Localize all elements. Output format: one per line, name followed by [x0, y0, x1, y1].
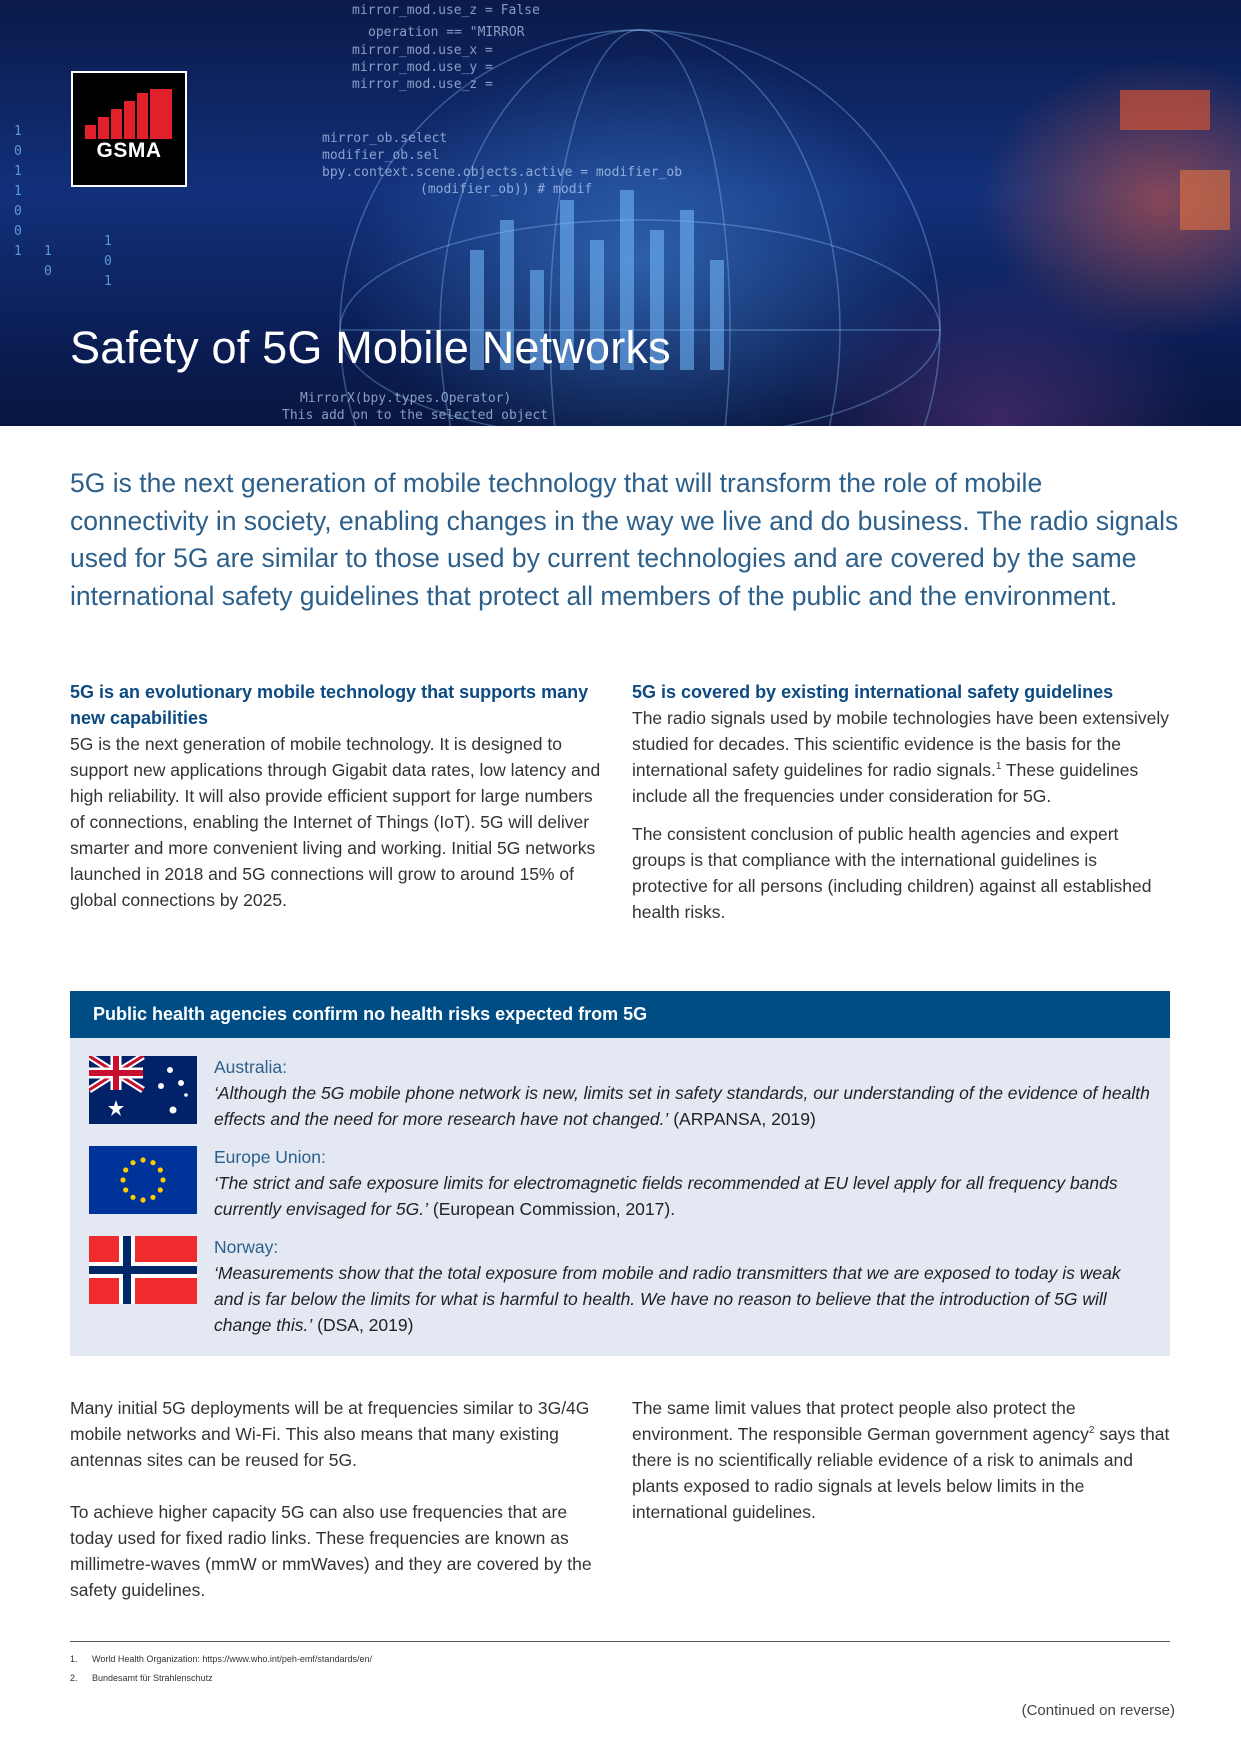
svg-text:1: 1 [44, 244, 52, 259]
australia-flag-icon [89, 1056, 197, 1124]
svg-text:0: 0 [14, 144, 22, 159]
quote-source: (DSA, 2019) [312, 1315, 414, 1335]
svg-text:mirror_mod.use_z =: mirror_mod.use_z = [352, 77, 493, 92]
right-section [632, 679, 1172, 937]
right-section-para-2: The consistent conclusion of public health agencies and expert groups is that compliance with the international guidelines is protective for all persons (including children) against all established health risks. [632, 824, 1152, 922]
quote-country: Australia: [214, 1057, 287, 1077]
svg-text:1: 1 [14, 164, 22, 179]
footnote-1: 1. World Health Organization: https://www.who.int/peh-emf/standards/en/ [70, 1654, 372, 1664]
svg-text:0: 0 [44, 264, 52, 279]
gsma-wordmark: GSMA [96, 139, 162, 162]
right-section-heading: 5G is covered by existing international safety guidelines [632, 682, 1114, 702]
svg-text:1: 1 [14, 244, 22, 259]
svg-text:modifier_ob.sel: modifier_ob.sel [322, 148, 440, 163]
svg-text:1: 1 [14, 124, 22, 139]
svg-text:mirror_mod.use_y =: mirror_mod.use_y = [352, 60, 493, 75]
svg-text:mirror_mod.use_x =: mirror_mod.use_x = [352, 43, 493, 58]
left-section [70, 679, 605, 925]
bottom-left-para-1: Many initial 5G deployments will be at frequencies similar to 3G/4G mobile networks and Wi-Fi. This also means that many existing antennas sites can be reused for 5G. [70, 1398, 590, 1470]
page-title: Safety of 5G Mobile Networks [70, 322, 671, 373]
left-section-body: 5G is the next generation of mobile technology. It is designed to support new applications through Gigabit data rates, low latency and high reliability. It will also provide efficient support for large numbers of connections, enabling the Internet of Things (IoT). 5G will deliver smarter and more convenient living and working. Initial 5G networks launched in 2018 and 5G connections will grow to around 15% of global connections by 2025. [70, 734, 601, 910]
svg-text:bpy.context.scene.objects.acti: bpy.context.scene.objects.active = modifier_ob [322, 165, 683, 180]
svg-text:1: 1 [104, 234, 112, 249]
bottom-left-section [70, 1395, 605, 1615]
norway-flag-icon [89, 1236, 197, 1304]
box-heading: Public health agencies confirm no health risks expected from 5G [70, 991, 1170, 1038]
health-agencies-box [70, 991, 1170, 1356]
quote-text: ‘The strict and safe exposure limits for electromagnetic fields recommended at EU level apply for all frequency bands currently envisaged for 5G.’ [214, 1173, 1118, 1219]
quote-source: (European Commission, 2017). [428, 1199, 676, 1219]
eu-flag-icon [89, 1146, 197, 1214]
bottom-left-para-2: To achieve higher capacity 5G can also use frequencies that are today used for fixed radio links. These frequencies are known as millimetre-waves (mmW or mmWaves) and they are covered by the safety guidelines. [70, 1502, 592, 1600]
hero-banner [0, 0, 1241, 426]
footnote-ref-1: 1 [995, 761, 1002, 773]
right-section-para-1: The radio signals used by mobile technologies have been extensively studied for decades. This scientific evidence is the basis for the international safety guidelines for radio signals.$^1$ These guidelines include all the frequencies under consideration for 5G. [632, 708, 1169, 806]
svg-text:1: 1 [14, 184, 22, 199]
svg-text:operation == "MIRROR: operation == "MIRROR [368, 25, 525, 40]
svg-text:mirror_ob.select: mirror_ob.select [322, 131, 448, 146]
bottom-right-section [632, 1395, 1172, 1537]
footnote-ref-2: 2 [1088, 1425, 1095, 1437]
svg-text:This add on to the selected ob: This add on to the selected object [282, 408, 549, 423]
intro-paragraph: 5G is the next generation of mobile technology that will transform the role of mobile connectivity in society, enabling changes in the way we live and do business. The radio signals used for 5G are similar to those used by current technologies and are covered by the same international safety guidelines that protect all members of the public and the environment. [70, 468, 1179, 611]
footnote-divider [70, 1641, 1170, 1642]
bottom-right-para: The same limit values that protect people also protect the environment. The responsible German government agency$^2$ says that there is no scientifically reliable evidence of a risk to animals and plants exposed to radio signals at levels below limits in the international guidelines. [632, 1398, 1170, 1522]
quote-text: ‘Although the 5G mobile phone network is new, limits set in safety standards, our understanding of the evidence of health effects and the need for more research have not changed.’ [214, 1083, 1150, 1129]
footnote-2: 2. Bundesamt für Strahlenschutz [70, 1673, 213, 1683]
quote-country: Europe Union: [214, 1147, 326, 1167]
svg-text:mirror_mod.use_z = False: mirror_mod.use_z = False [352, 3, 540, 18]
left-section-heading: 5G is an evolutionary mobile technology that supports many new capabilities [70, 682, 589, 728]
svg-text:1: 1 [104, 274, 112, 289]
quote-source: (ARPANSA, 2019) [668, 1109, 816, 1129]
svg-text:MirrorX(bpy.types.Operator): MirrorX(bpy.types.Operator) [300, 391, 512, 406]
svg-text:0: 0 [104, 254, 112, 269]
svg-text:0: 0 [14, 204, 22, 219]
quote-country: Norway: [214, 1237, 279, 1257]
svg-text:(modifier_ob)) # modif: (modifier_ob)) # modif [420, 182, 593, 197]
gsma-signal-bars-icon [85, 89, 175, 139]
gsma-logo [71, 71, 187, 187]
svg-text:0: 0 [14, 224, 22, 239]
quote-text: ‘Measurements show that the total exposure from mobile and radio transmitters that we are exposed to today is weak and is far below the limits for what is harmful to health. We have no reason to believe that the introduction of 5G will change this.’ [214, 1263, 1121, 1335]
continued-note: (Continued on reverse) [1021, 1702, 1175, 1719]
